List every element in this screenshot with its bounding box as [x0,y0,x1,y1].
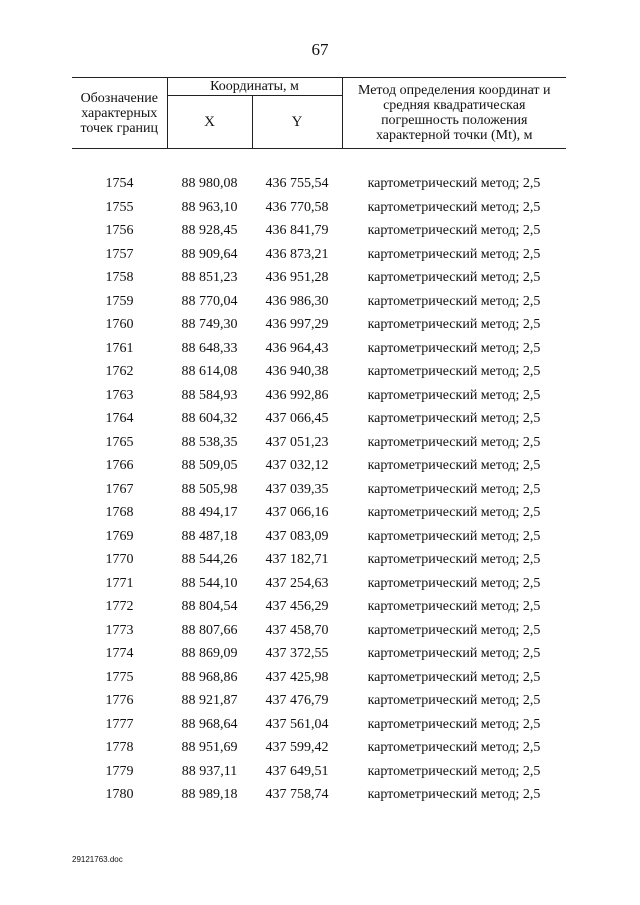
method-cell: картометрический метод; 2,5 [367,199,541,215]
method-cell: картометрический метод; 2,5 [367,763,541,779]
method-cell: картометрический метод; 2,5 [367,646,541,662]
header-method: Метод определения координат и средняя квадратическая погрешность положения характерной точки (Mt), м [342,78,566,149]
point-number-cell: 1775 [105,669,134,685]
point-number-cell: 1778 [105,740,134,756]
method-cell: картометрический метод; 2,5 [367,528,541,544]
table-row [72,502,566,526]
method-cell: картометрический метод; 2,5 [367,270,541,286]
point-number-cell: 1754 [105,176,134,192]
y-coordinate-cell: 437 039,35 [265,481,329,497]
x-coordinate-cell: 88 584,93 [181,387,238,403]
point-number-cell: 1760 [105,317,134,333]
page-number: 67 [311,40,329,59]
x-coordinate-cell: 88 980,08 [181,176,238,192]
y-coordinate-cell: 437 758,74 [265,787,329,803]
y-coordinate-cell: 437 476,79 [265,693,329,709]
y-coordinate-cell: 436 964,43 [265,340,329,356]
y-coordinate-cell: 437 425,98 [265,669,329,685]
table-row [72,690,566,714]
header-y: Y [252,96,342,149]
y-coordinate-cell: 436 951,28 [265,270,329,286]
x-coordinate-cell: 88 869,09 [181,646,238,662]
table-row [72,478,566,502]
method-cell: картометрический метод; 2,5 [367,575,541,591]
point-number-cell: 1758 [105,270,134,286]
x-coordinate-cell: 88 804,54 [181,599,238,615]
table-row [72,619,566,643]
point-number-cell: 1767 [105,481,134,497]
table-row [72,760,566,784]
point-number-cell: 1779 [105,763,134,779]
point-number-cell: 1757 [105,246,134,262]
x-coordinate-cell: 88 989,18 [181,787,238,803]
footer-filename: 29121763.doc [72,855,123,864]
x-coordinate-cell: 88 968,86 [181,669,238,685]
point-number-cell: 1766 [105,458,134,474]
x-coordinate-cell: 88 505,98 [181,481,238,497]
y-coordinate-cell: 437 649,51 [265,763,329,779]
x-coordinate-cell: 88 951,69 [181,740,238,756]
coordinates-table [72,77,566,807]
point-number-cell: 1777 [105,716,134,732]
table-row [72,596,566,620]
x-coordinate-cell: 88 614,08 [181,364,238,380]
x-coordinate-cell: 88 937,11 [181,763,238,779]
table-row [72,173,566,197]
table-row [72,572,566,596]
method-cell: картометрический метод; 2,5 [367,552,541,568]
y-coordinate-cell: 436 992,86 [265,387,329,403]
method-cell: картометрический метод; 2,5 [367,223,541,239]
point-number-cell: 1776 [105,693,134,709]
table-row [72,643,566,667]
y-coordinate-cell: 437 066,45 [265,411,329,427]
x-coordinate-cell: 88 921,87 [181,693,238,709]
y-coordinate-cell: 436 841,79 [265,223,329,239]
y-coordinate-cell: 437 051,23 [265,434,329,450]
x-coordinate-cell: 88 851,23 [181,270,238,286]
x-coordinate-cell: 88 928,45 [181,223,238,239]
method-cell: картометрический метод; 2,5 [367,669,541,685]
table-row [72,337,566,361]
point-number-cell: 1769 [105,528,134,544]
y-coordinate-cell: 437 458,70 [265,622,329,638]
table-row [72,666,566,690]
header-x: X [167,96,252,149]
method-cell: картометрический метод; 2,5 [367,340,541,356]
y-coordinate-cell: 437 372,55 [265,646,329,662]
x-coordinate-cell: 88 807,66 [181,622,238,638]
method-cell: картометрический метод; 2,5 [367,481,541,497]
point-number-cell: 1755 [105,199,134,215]
table-row [72,220,566,244]
point-number-cell: 1765 [105,434,134,450]
table-row [72,196,566,220]
x-coordinate-cell: 88 544,26 [181,552,238,568]
point-number-cell: 1771 [105,575,134,591]
y-coordinate-cell: 436 770,58 [265,199,329,215]
point-number-cell: 1761 [105,340,134,356]
y-coordinate-cell: 436 940,38 [265,364,329,380]
x-coordinate-cell: 88 770,04 [181,293,238,309]
x-coordinate-cell: 88 909,64 [181,246,238,262]
point-number-cell: 1773 [105,622,134,638]
method-cell: картометрический метод; 2,5 [367,246,541,262]
table-row [72,361,566,385]
y-coordinate-cell: 437 032,12 [265,458,329,474]
table-row [72,455,566,479]
point-number-cell: 1772 [105,599,134,615]
method-cell: картометрический метод; 2,5 [367,787,541,803]
point-number-cell: 1768 [105,505,134,521]
x-coordinate-cell: 88 494,17 [181,505,238,521]
method-cell: картометрический метод; 2,5 [367,411,541,427]
x-coordinate-cell: 88 963,10 [181,199,238,215]
x-coordinate-cell: 88 538,35 [181,434,238,450]
table-header [72,78,566,173]
method-cell: картометрический метод; 2,5 [367,176,541,192]
x-coordinate-cell: 88 509,05 [181,458,238,474]
table-row [72,243,566,267]
method-cell: картометрический метод; 2,5 [367,740,541,756]
method-cell: картометрический метод; 2,5 [367,317,541,333]
table-row [72,784,566,808]
x-coordinate-cell: 88 487,18 [181,528,238,544]
x-coordinate-cell: 88 749,30 [181,317,238,333]
method-cell: картометрический метод; 2,5 [367,387,541,403]
x-coordinate-cell: 88 604,32 [181,411,238,427]
point-number-cell: 1756 [105,223,134,239]
table-row [72,290,566,314]
table-row [72,408,566,432]
y-coordinate-cell: 436 986,30 [265,293,329,309]
point-number-cell: 1780 [105,787,134,803]
x-coordinate-cell: 88 544,10 [181,575,238,591]
point-number-cell: 1774 [105,646,134,662]
table-row [72,267,566,291]
point-number-cell: 1764 [105,411,134,427]
table-row [72,713,566,737]
table-body [72,173,566,808]
y-coordinate-cell: 437 182,71 [265,552,329,568]
table-row [72,314,566,338]
y-coordinate-cell: 437 083,09 [265,528,329,544]
y-coordinate-cell: 436 873,21 [265,246,329,262]
table-row [72,525,566,549]
method-cell: картометрический метод; 2,5 [367,693,541,709]
table-row [72,737,566,761]
point-number-cell: 1763 [105,387,134,403]
x-coordinate-cell: 88 968,64 [181,716,238,732]
y-coordinate-cell: 436 755,54 [265,176,329,192]
method-cell: картометрический метод; 2,5 [367,716,541,732]
point-number-cell: 1762 [105,364,134,380]
header-designation: Обозначение характерных точек границ [72,78,167,149]
method-cell: картометрический метод; 2,5 [367,599,541,615]
table-row [72,549,566,573]
method-cell: картометрический метод; 2,5 [367,293,541,309]
method-cell: картометрический метод; 2,5 [367,505,541,521]
method-cell: картометрический метод; 2,5 [367,622,541,638]
method-cell: картометрический метод; 2,5 [367,364,541,380]
y-coordinate-cell: 437 599,42 [265,740,329,756]
y-coordinate-cell: 437 561,04 [265,716,329,732]
header-coordinates: Координаты, м [167,78,342,96]
x-coordinate-cell: 88 648,33 [181,340,238,356]
y-coordinate-cell: 437 066,16 [265,505,329,521]
table-row [72,384,566,408]
point-number-cell: 1770 [105,552,134,568]
point-number-cell: 1759 [105,293,134,309]
method-cell: картометрический метод; 2,5 [367,458,541,474]
table-row [72,431,566,455]
y-coordinate-cell: 437 456,29 [265,599,329,615]
y-coordinate-cell: 437 254,63 [265,575,329,591]
y-coordinate-cell: 436 997,29 [265,317,329,333]
method-cell: картометрический метод; 2,5 [367,434,541,450]
